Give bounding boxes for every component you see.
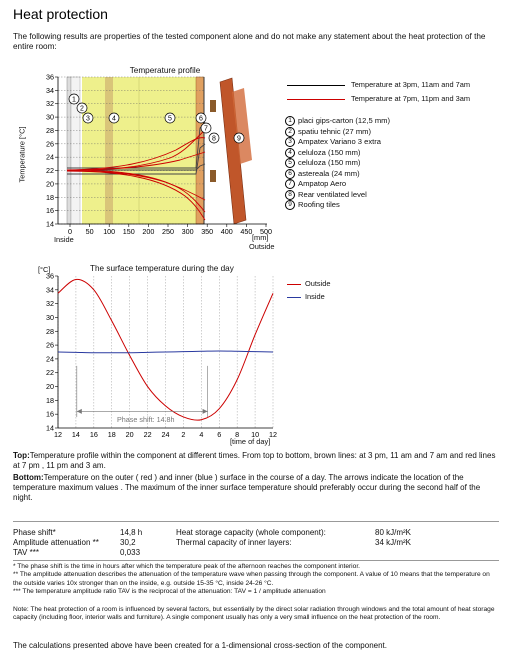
layer-marker-5 xyxy=(165,113,175,123)
layer-marker-3 xyxy=(83,113,93,123)
profile-x-tick-label: 300 xyxy=(181,227,194,236)
footnotes: * The phase shift is the time in hours after which the temperature peak of the afternoon reaches the component interior. ** The amplitude attenuation describes the attenuation of the temperature wave when passing through the component. A value of 10 means that the temperature on the outside varies 10x stronger than on the inside, e.g. outside 15-35 °C, inside 24-26 °C. *** The temperature amplitude ratio TAV is the reciprocal of the attenuation: TAV = 1 / amplitude attenuation xyxy=(13,563,490,596)
day-x-tick-label: 2 xyxy=(181,430,186,439)
layer-list-item xyxy=(285,200,390,211)
summary-left-labels: Phase shift* Amplitude attenuation ** TAV *** xyxy=(13,528,99,557)
svg-text:1: 1 xyxy=(72,96,76,104)
profile-inside-label: Inside xyxy=(54,235,74,244)
day-x-tick-label: 18 xyxy=(107,430,116,439)
phase-shift-label: Phase shift: 14.8h xyxy=(117,414,175,424)
layer-marker-4 xyxy=(109,113,119,123)
layer-number-badge: 4 xyxy=(285,148,295,158)
profile-x-unit: [mm] xyxy=(252,233,269,242)
day-y-tick-label: 32 xyxy=(46,299,54,309)
profile-x-tick-label: 400 xyxy=(220,227,233,236)
profile-y-tick-label: 36 xyxy=(46,72,54,82)
day-legend-outside: Outside xyxy=(305,279,331,288)
layer-timber-stud xyxy=(105,77,113,224)
layer-name: placi gips-carton (12,5 mm) xyxy=(298,116,391,126)
day-x-tick-label: 14 xyxy=(71,430,80,439)
profile-y-unit: Temperature [°C] xyxy=(17,126,27,183)
day-y-tick-label: 26 xyxy=(46,340,54,350)
profile-y-tick-label: 24 xyxy=(46,152,54,162)
day-legend-outside-line xyxy=(287,284,301,285)
day-x-unit: [time of day] xyxy=(230,437,271,446)
profile-y-tick-label: 22 xyxy=(46,166,54,176)
profile-y-tick-label: 20 xyxy=(46,179,54,189)
layer-number-badge: 3 xyxy=(285,137,295,147)
svg-text:3: 3 xyxy=(86,115,90,123)
layer-marker-8 xyxy=(209,133,219,143)
layer-list-item xyxy=(285,127,390,138)
day-x-tick-label: 10 xyxy=(251,430,260,439)
phase-arrow-head xyxy=(203,409,208,414)
layer-list-item xyxy=(285,137,390,148)
profile-x-tick-label: 150 xyxy=(122,227,135,236)
profile-title: Temperature profile xyxy=(129,66,201,75)
day-x-tick-label: 6 xyxy=(217,430,222,439)
profile-y-tick-label: 34 xyxy=(46,85,54,95)
day-chart-title: The surface temperature during the day xyxy=(90,264,234,273)
profile-x-tick-label: 0 xyxy=(68,227,72,236)
layer-batten xyxy=(210,100,216,112)
final-note: The calculations presented above have been created for a 1-dimensional cross-section of the component. xyxy=(13,641,387,650)
layer-marker-1 xyxy=(69,94,79,104)
day-x-tick-label: 4 xyxy=(199,430,204,439)
day-y-tick-label: 22 xyxy=(46,368,54,378)
layer-name: Rear ventilated level xyxy=(298,189,367,199)
layer-number-badge: 5 xyxy=(285,158,295,168)
svg-text:4: 4 xyxy=(112,115,116,123)
profile-y-tick-label: 26 xyxy=(46,139,54,149)
legend-label-red: Temperature at 7pm, 11pm and 3am xyxy=(351,94,470,103)
profile-x-tick-label: 100 xyxy=(103,227,116,236)
layer-marker-7 xyxy=(201,123,211,133)
layer-name: Ampatex Variano 3 extra xyxy=(298,137,382,147)
day-x-tick-label: 12 xyxy=(269,430,277,439)
day-legend-inside-line xyxy=(287,297,301,298)
svg-text:9: 9 xyxy=(237,135,241,143)
summary-right-labels: Heat storage capacity (whole component): Thermal capacity of inner layers: xyxy=(176,528,326,547)
profile-x-tick-label: 500 xyxy=(260,227,272,236)
day-y-tick-label: 24 xyxy=(46,354,54,364)
layer-name: spatiu tehnic (27 mm) xyxy=(298,126,372,136)
day-legend-inside: Inside xyxy=(305,292,325,301)
description-bottom: Bottom:Temperature on the outer ( red ) and inner (blue ) surface in the course of a day. The arrows indicate the location of the temperature maximum values . The maximum of the inner surface temperature should preferably occur during the second half of the night. xyxy=(13,473,481,502)
day-y-tick-label: 30 xyxy=(46,312,54,322)
legend-line-black xyxy=(287,85,345,86)
layer-name: Ampatop Aero xyxy=(298,179,347,189)
day-y-tick-label: 34 xyxy=(46,285,54,295)
layer-marker-9 xyxy=(234,133,244,143)
day-x-tick-label: 16 xyxy=(89,430,98,439)
profile-y-tick-label: 16 xyxy=(46,206,54,216)
legend-label-black: Temperature at 3pm, 11am and 7am xyxy=(351,80,470,89)
layer-number-badge: 6 xyxy=(285,169,295,179)
page-title: Heat protection xyxy=(13,6,108,22)
profile-x-tick-label: 450 xyxy=(240,227,253,236)
profile-x-tick-label: 250 xyxy=(162,227,174,236)
layer-number-badge: 8 xyxy=(285,190,295,200)
profile-y-tick-label: 14 xyxy=(46,219,54,229)
day-y-tick-label: 18 xyxy=(46,395,54,405)
layer-number-badge: 7 xyxy=(285,179,295,189)
layer-name: celuloza (150 mm) xyxy=(298,158,361,168)
layer-batten xyxy=(210,170,216,182)
layer-list xyxy=(285,116,390,211)
day-x-tick-label: 12 xyxy=(54,430,62,439)
layer-name: asterealа (24 mm) xyxy=(298,168,360,178)
profile-y-tick-label: 18 xyxy=(46,192,54,202)
day-y-tick-label: 20 xyxy=(46,382,54,392)
layer-list-item xyxy=(285,148,390,159)
day-y-tick-label: 14 xyxy=(46,423,54,433)
svg-text:8: 8 xyxy=(212,135,216,143)
legend-line-red xyxy=(287,99,345,100)
layer-marker-6 xyxy=(196,113,206,123)
layer-list-item xyxy=(285,179,390,190)
profile-x-tick-label: 200 xyxy=(142,227,155,236)
svg-text:6: 6 xyxy=(199,115,203,123)
layer-list-item xyxy=(285,116,390,127)
day-y-unit: [°C] xyxy=(38,265,51,274)
layer-list-item xyxy=(285,158,390,169)
svg-text:7: 7 xyxy=(204,125,208,133)
layer-list-item xyxy=(285,169,390,180)
svg-text:5: 5 xyxy=(168,115,172,123)
day-y-tick-label: 28 xyxy=(46,326,54,336)
layer-name: celuloza (150 mm) xyxy=(298,147,361,157)
profile-x-tick-label: 350 xyxy=(201,227,214,236)
profile-outside-label: Outside xyxy=(249,242,275,251)
layer-number-badge: 2 xyxy=(285,127,295,137)
phase-arrow-head xyxy=(77,409,82,414)
summary-right-values: 80 kJ/m²K 34 kJ/m²K xyxy=(375,528,412,547)
layer-marker-2 xyxy=(77,103,87,113)
layer-number-badge: 9 xyxy=(285,200,295,210)
profile-y-tick-label: 30 xyxy=(46,112,54,122)
profile-x-tick-label: 50 xyxy=(85,227,94,236)
note-text: Note: The heat protection of a room is influenced by several factors, but essentially by the direct solar radiation through windows and the total amount of heat storage capacity (including floor, interior walls and furniture). A single component usually has only a very small influence on the heat protection of the room. xyxy=(13,606,495,622)
svg-text:2: 2 xyxy=(80,105,84,113)
layer-name: Roofing tiles xyxy=(298,200,340,210)
intro-text: The following results are properties of the tested component alone and do not make any statement about the heat protection of the entire room: xyxy=(13,32,486,51)
profile-y-tick-label: 32 xyxy=(46,99,54,109)
day-x-tick-label: 24 xyxy=(161,430,170,439)
summary-left-values: 14,8 h 30,2 0,033 xyxy=(120,528,143,557)
day-x-tick-label: 22 xyxy=(143,430,152,439)
day-y-tick-label: 16 xyxy=(46,409,54,419)
layer-ventilated-gap xyxy=(205,77,217,224)
day-chart xyxy=(0,270,300,450)
day-x-tick-label: 8 xyxy=(235,430,240,439)
day-x-tick-label: 20 xyxy=(125,430,134,439)
day-y-tick-label: 36 xyxy=(46,271,54,281)
layer-number-badge: 1 xyxy=(285,116,295,126)
profile-y-tick-label: 28 xyxy=(46,125,54,135)
description-top: Top:Temperature profile within the component at different times. From top to bottom, brown lines: at 3 pm, 11 am and 7 am and red lines at 7 pm , 11 pm and 3 am. xyxy=(13,451,496,470)
layer-list-item xyxy=(285,190,390,201)
